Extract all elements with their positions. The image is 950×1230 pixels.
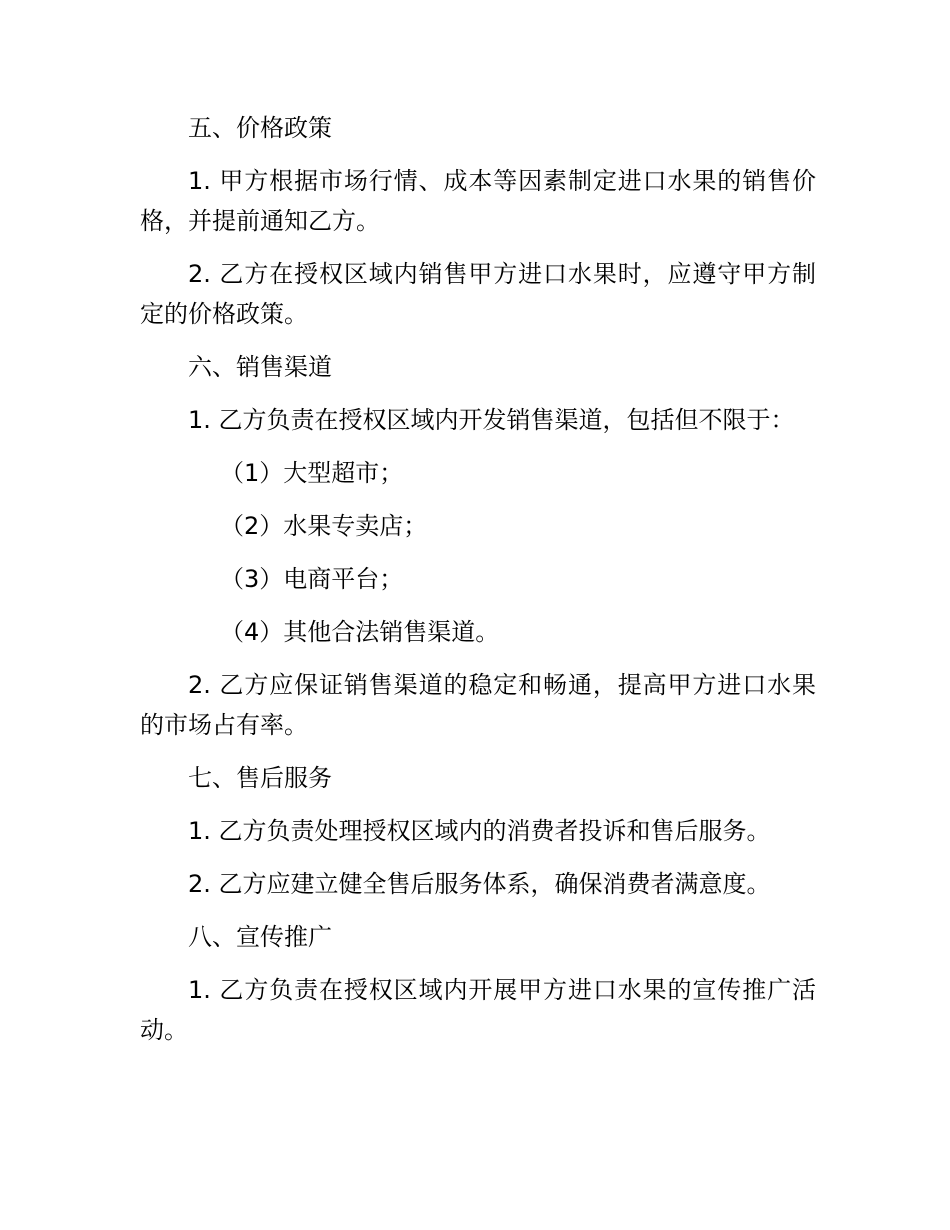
section-heading-promotion: 八、宣传推广	[188, 923, 332, 951]
paragraph: 2. 乙方在授权区域内销售甲方进口水果时，应遵守甲方制定的价格政策。	[140, 260, 816, 328]
paragraph: 1. 乙方负责处理授权区域内的消费者投诉和售后服务。	[188, 817, 771, 845]
paragraph: 1. 甲方根据市场行情、成本等因素制定进口水果的销售价格，并提前通知乙方。	[140, 167, 816, 235]
list-item: （1）大型超市；	[220, 459, 404, 487]
paragraph: 1. 乙方负责在授权区域内开发销售渠道，包括但不限于：	[188, 406, 795, 434]
paragraph: 1. 乙方负责在授权区域内开展甲方进口水果的宣传推广活动。	[140, 976, 816, 1044]
paragraph: 2. 乙方应建立健全售后服务体系，确保消费者满意度。	[188, 870, 771, 898]
list-item: （4）其他合法销售渠道。	[220, 618, 500, 646]
list-item: （3）电商平台；	[220, 565, 404, 593]
section-heading-sales-channels: 六、销售渠道	[188, 353, 332, 381]
paragraph: 2. 乙方应保证销售渠道的稳定和畅通，提高甲方进口水果的市场占有率。	[140, 671, 816, 739]
list-item: （2）水果专卖店；	[220, 512, 428, 540]
section-heading-price-policy: 五、价格政策	[188, 114, 332, 142]
document-page	[140, 108, 816, 1063]
section-heading-after-sales: 七、售后服务	[188, 764, 332, 792]
